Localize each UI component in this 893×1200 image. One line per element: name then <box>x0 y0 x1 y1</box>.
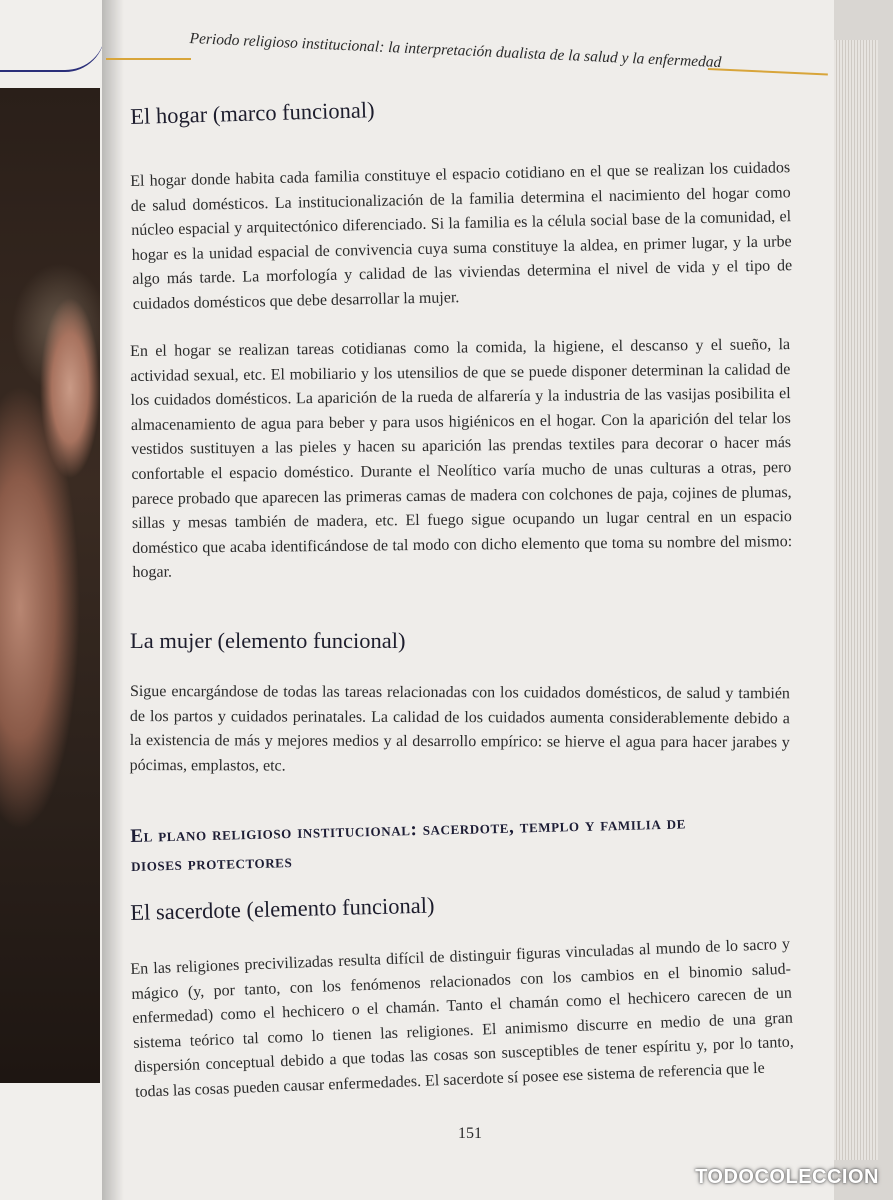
left-page-photo <box>0 88 100 1083</box>
page-stack-edge <box>828 40 878 1160</box>
section-title-hogar: El hogar (marco funcional) <box>130 97 375 129</box>
left-page-rule <box>0 30 105 72</box>
header-rule-left <box>106 58 191 60</box>
section-plano-heading <box>130 808 691 880</box>
left-page <box>0 0 118 1200</box>
section-title-mujer: La mujer (elemento funcional) <box>130 628 406 653</box>
right-page <box>102 0 834 1200</box>
section-mujer-p1 <box>130 680 790 781</box>
running-header: Periodo religioso institucional: la interpretación dualista de la salud y la enfermedad <box>189 30 722 72</box>
section-hogar-p2 <box>130 333 793 586</box>
section-hogar-heading <box>130 86 790 130</box>
chapter-title-plano-religioso: El plano religioso institucional: sacerdote, templo y familia de dioses protectores <box>130 812 687 876</box>
watermark-logo: TODOCOLECCION <box>695 1166 879 1188</box>
paragraph-mujer-1: Sigue encargándose de todas las tareas relacionadas con los cuidados domésticos, de salud y también de los partos y cuidados perinatales. La calidad de los cuidados aumenta considerablemente debido a la existencia de más y mejores medios y al desarrollo empírico: se hierve el agua para hacer jarabes y pócimas, emplastos, etc. <box>129 683 790 775</box>
section-hogar-p1 <box>130 156 793 317</box>
section-sacerdote-p1 <box>130 933 795 1106</box>
section-mujer-heading <box>130 628 790 654</box>
section-sacerdote-heading <box>130 884 790 926</box>
section-title-sacerdote: El sacerdote (elemento funcional) <box>130 892 435 925</box>
page-number: 151 <box>458 1125 482 1142</box>
paragraph-sacerdote-1: En las religiones precivilizadas resulta difícil de distinguir figuras vinculadas al mundo de lo sacro y mágico (y, por tanto, con los fenómenos relacionados con los cambios en el binomio salud-enfermedad) como el hechicero o el chamán. Tanto el chamán como el hechicero carecen de un sistema teórico tal como lo tienen las religiones. El animismo discurre en medio de una gran dispersión conceptual debido a que todas las cosas son susceptibles de tener espíritu y, por lo tanto, todas las cosas pueden causar enfermedades. El sacerdote sí posee ese sistema de referencia que le <box>130 935 795 1101</box>
paragraph-hogar-1: El hogar donde habita cada familia constituye el espacio cotidiano en el que se realizan los cuidados de salud domésticos. La institucionalización de la familia determina el nacimiento del hogar como núcleo espacial y arquitectónico diferenciado. Si la familia es la célula social base de la comunidad, el hogar es la unidad espacial de convivencia cuya suma constituye la aldea, en primer lugar, y la urbe algo más tarde. La morfología y calidad de las viviendas determina el nivel de vida y el tipo de cuidados domésticos que debe desarrollar la mujer. <box>130 159 793 313</box>
paragraph-hogar-2: En el hogar se realizan tareas cotidianas como la comida, la higiene, el descanso y el sueño, la actividad sexual, etc. El mobiliario y los utensilios de que se puede disponer determinan la calidad de los cuidados domésticos. La aparición de la rueda de alfarería y la industria de las vasijas posibilita el almacenamiento de agua para beber y para usos higiénicos en el hogar. Con la aparición del telar los vestidos sustituyen a las pieles y hacen su aparición las prendas textiles para decorar o hacer más confortable el espacio doméstico. Durante el Neolítico varía mucho de unas culturas a otras, pero parece probado que aparecen las primeras camas de madera con colchones de paja, cojines de plumas, sillas y mesas también de madera, etc. El fuego sigue ocupando un lugar central en un espacio doméstico que acaba identificándose de tal modo con dicho elemento que toma su nombre del mismo: hogar. <box>130 336 793 582</box>
